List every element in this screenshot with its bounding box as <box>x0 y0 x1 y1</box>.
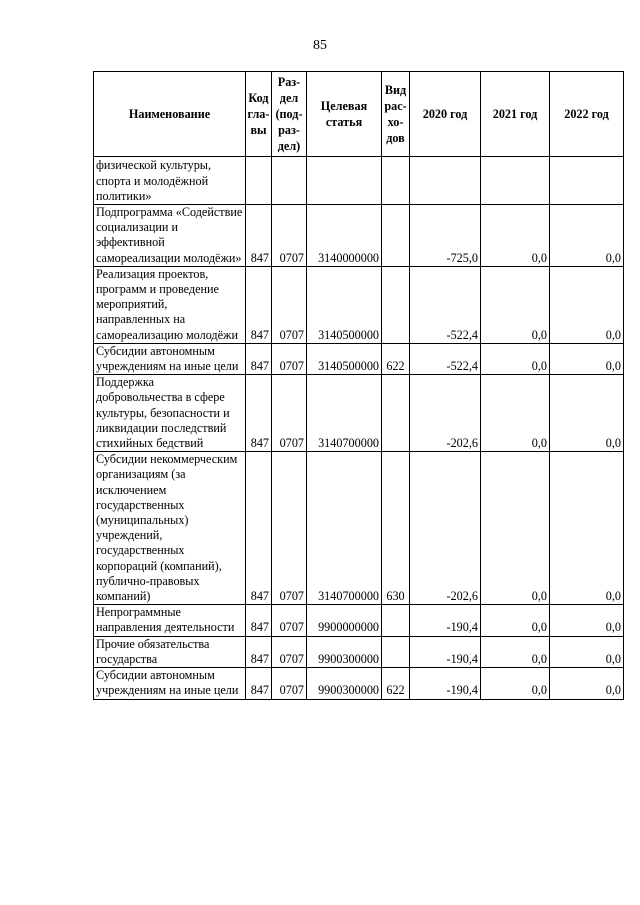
cell-glava: 847 <box>246 266 272 343</box>
cell-vid: 630 <box>382 452 410 605</box>
cell-statya: 9900300000 <box>307 668 382 699</box>
cell-vid <box>382 266 410 343</box>
table-row <box>94 157 624 205</box>
cell-2021: 0,0 <box>481 343 550 374</box>
cell-glava: 847 <box>246 668 272 699</box>
cell-statya: 3140000000 <box>307 205 382 267</box>
cell-glava: 847 <box>246 205 272 267</box>
cell-2021 <box>481 157 550 205</box>
cell-razdel: 0707 <box>272 605 307 636</box>
cell-2020: -202,6 <box>410 452 481 605</box>
cell-2022: 0,0 <box>550 343 624 374</box>
header-2020: 2020 год <box>410 72 481 157</box>
cell-name: Прочие обязательства государства <box>94 636 246 667</box>
header-statya: Целевая статья <box>307 72 382 157</box>
cell-2022 <box>550 157 624 205</box>
cell-glava: 847 <box>246 605 272 636</box>
cell-razdel: 0707 <box>272 266 307 343</box>
table-row <box>94 605 624 636</box>
cell-name: Субсидии автономным учреждениям на иные цели <box>94 343 246 374</box>
budget-table <box>93 71 624 700</box>
cell-vid <box>382 205 410 267</box>
cell-2021: 0,0 <box>481 452 550 605</box>
table-row <box>94 375 624 452</box>
cell-name: Реализация проектов, программ и проведение мероприятий, направленных на самореализацию молодёжи <box>94 266 246 343</box>
cell-2022: 0,0 <box>550 636 624 667</box>
header-name: Наименование <box>94 72 246 157</box>
cell-2021: 0,0 <box>481 636 550 667</box>
header-razdel: Раз- дел (под- раз- дел) <box>272 72 307 157</box>
cell-2020: -202,6 <box>410 375 481 452</box>
cell-2020: -190,4 <box>410 636 481 667</box>
cell-2021: 0,0 <box>481 668 550 699</box>
cell-name: Субсидии автономным учреждениям на иные цели <box>94 668 246 699</box>
cell-razdel: 0707 <box>272 668 307 699</box>
cell-razdel: 0707 <box>272 343 307 374</box>
cell-vid <box>382 636 410 667</box>
header-row <box>94 72 624 157</box>
cell-name: Подпрограмма «Содействие социализации и эффективной самореализации молодёжи» <box>94 205 246 267</box>
cell-statya: 3140700000 <box>307 452 382 605</box>
cell-statya: 3140700000 <box>307 375 382 452</box>
cell-name: физической культуры, спорта и молодёжной политики» <box>94 157 246 205</box>
header-2022: 2022 год <box>550 72 624 157</box>
cell-2020: -190,4 <box>410 605 481 636</box>
cell-2022: 0,0 <box>550 375 624 452</box>
page-number: 85 <box>313 38 327 53</box>
header-glava: Код гла- вы <box>246 72 272 157</box>
cell-2021: 0,0 <box>481 375 550 452</box>
cell-razdel: 0707 <box>272 205 307 267</box>
cell-2022: 0,0 <box>550 605 624 636</box>
cell-2021: 0,0 <box>481 205 550 267</box>
cell-2021: 0,0 <box>481 266 550 343</box>
cell-2020: -522,4 <box>410 343 481 374</box>
cell-name: Поддержка добровольчества в сфере культуры, безопасности и ликвидации последствий стихийных бедствий <box>94 375 246 452</box>
cell-razdel: 0707 <box>272 452 307 605</box>
cell-statya: 3140500000 <box>307 266 382 343</box>
cell-statya: 9900300000 <box>307 636 382 667</box>
table-row <box>94 636 624 667</box>
cell-name: Субсидии некоммерческим организациям (за исключением государственных (муниципальных) учреждений, государственных корпораций (компаний), публично-правовых компаний) <box>94 452 246 605</box>
cell-vid <box>382 157 410 205</box>
table-row <box>94 205 624 267</box>
header-2021: 2021 год <box>481 72 550 157</box>
cell-razdel: 0707 <box>272 636 307 667</box>
cell-2020 <box>410 157 481 205</box>
cell-2022: 0,0 <box>550 452 624 605</box>
cell-statya <box>307 157 382 205</box>
cell-vid <box>382 375 410 452</box>
cell-2022: 0,0 <box>550 205 624 267</box>
table-row <box>94 452 624 605</box>
cell-razdel: 0707 <box>272 375 307 452</box>
cell-2020: -522,4 <box>410 266 481 343</box>
cell-glava: 847 <box>246 343 272 374</box>
cell-glava: 847 <box>246 452 272 605</box>
table-row <box>94 266 624 343</box>
cell-vid <box>382 605 410 636</box>
cell-vid: 622 <box>382 668 410 699</box>
table-row <box>94 343 624 374</box>
cell-glava: 847 <box>246 375 272 452</box>
header-vid: Вид рас- хо- дов <box>382 72 410 157</box>
cell-2020: -725,0 <box>410 205 481 267</box>
cell-vid: 622 <box>382 343 410 374</box>
cell-glava <box>246 157 272 205</box>
cell-razdel <box>272 157 307 205</box>
cell-name: Непрограммные направления деятельности <box>94 605 246 636</box>
table-row <box>94 668 624 699</box>
cell-2022: 0,0 <box>550 668 624 699</box>
cell-glava: 847 <box>246 636 272 667</box>
cell-statya: 3140500000 <box>307 343 382 374</box>
cell-statya: 9900000000 <box>307 605 382 636</box>
cell-2021: 0,0 <box>481 605 550 636</box>
cell-2022: 0,0 <box>550 266 624 343</box>
cell-2020: -190,4 <box>410 668 481 699</box>
